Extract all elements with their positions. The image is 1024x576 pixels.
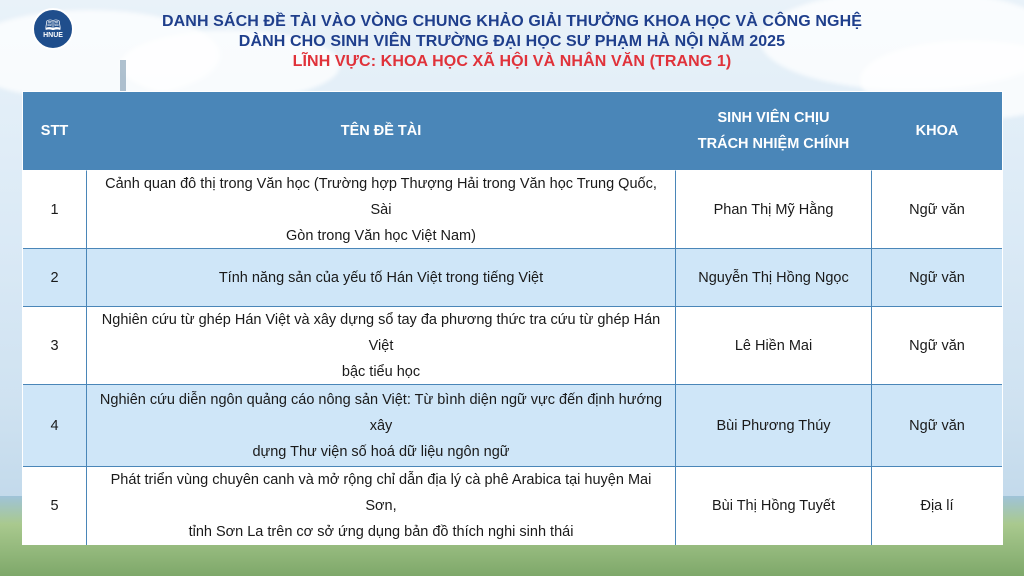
field-subtitle: LĨNH VỰC: KHOA HỌC XÃ HỘI VÀ NHÂN VĂN (TRANG 1) xyxy=(292,53,732,70)
open-book-icon: 🕮 xyxy=(44,17,62,33)
cell-title-line1: Nghiên cứu từ ghép Hán Việt và xây dựng sổ tay đa phương thức tra cứu từ ghép Hán Việt xyxy=(101,311,661,354)
cell-stt: 3 xyxy=(23,307,87,385)
header-faculty: KHOA xyxy=(872,92,1002,171)
cell-title-line1: Cảnh quan đô thị trong Văn học (Trường hợp Thượng Hải trong Văn học Trung Quốc, Sài xyxy=(105,175,657,218)
table-row xyxy=(23,467,1002,545)
cell-title xyxy=(87,467,676,545)
title-line-2: DÀNH CHO SINH VIÊN TRƯỜNG ĐẠI HỌC SƯ PHẠM HÀ NỘI NĂM 2025 xyxy=(238,33,786,50)
cell-stt: 5 xyxy=(23,467,87,545)
table-row xyxy=(23,385,1002,467)
cell-faculty: Địa lí xyxy=(872,467,1002,545)
cell-title-line2: Gòn trong Văn học Việt Nam) xyxy=(286,227,476,244)
header-student xyxy=(676,92,872,171)
cell-title-line2: dựng Thư viện số hoá dữ liệu ngôn ngữ xyxy=(252,443,510,460)
cell-faculty: Ngữ văn xyxy=(872,307,1002,385)
cell-title-line1: Phát triển vùng chuyên canh và mở rộng chỉ dẫn địa lý cà phê Arabica tại huyện Mai Sơn, xyxy=(110,472,652,514)
logo-text: HNUE xyxy=(43,32,63,39)
cell-title-line2: tỉnh Sơn La trên cơ sở ứng dụng bản đồ thích nghi sinh thái xyxy=(188,524,574,540)
table-row xyxy=(23,249,1002,307)
topics-table xyxy=(22,91,1003,545)
cell-student: Nguyễn Thị Hồng Ngọc xyxy=(676,249,872,307)
cell-title xyxy=(87,307,676,385)
cell-faculty: Ngữ văn xyxy=(872,385,1002,467)
table-row xyxy=(23,307,1002,385)
header-student-line2: TRÁCH NHIỆM CHÍNH xyxy=(697,136,850,152)
cell-student: Bùi Phương Thúy xyxy=(676,385,872,467)
cell-stt: 4 xyxy=(23,385,87,467)
cell-stt: 1 xyxy=(23,171,87,249)
cell-student: Phan Thị Mỹ Hằng xyxy=(676,171,872,249)
header-stt: STT xyxy=(23,92,87,171)
cell-title xyxy=(87,249,676,307)
cell-student: Bùi Thị Hồng Tuyết xyxy=(676,467,872,545)
table-header-row xyxy=(23,92,1002,171)
title-line-1: DANH SÁCH ĐỀ TÀI VÀO VÒNG CHUNG KHẢO GIẢI THƯỞNG KHOA HỌC VÀ CÔNG NGHỆ xyxy=(161,13,862,30)
cell-title-line1: Nghiên cứu diễn ngôn quảng cáo nông sản Việt: Từ bình diện ngữ vực đến định hướng xây xyxy=(99,391,663,434)
header-student-line1: SINH VIÊN CHỊU xyxy=(717,110,830,126)
cell-title-line1: Tính năng sản của yếu tố Hán Việt trong tiếng Việt xyxy=(218,269,544,286)
cell-title xyxy=(87,171,676,249)
page-header xyxy=(0,12,1024,72)
header-title: TÊN ĐỀ TÀI xyxy=(87,92,676,171)
cell-faculty: Ngữ văn xyxy=(872,171,1002,249)
cell-stt: 2 xyxy=(23,249,87,307)
table-row xyxy=(23,171,1002,249)
cell-title xyxy=(87,385,676,467)
cell-faculty: Ngữ văn xyxy=(872,249,1002,307)
cell-title-line2: bậc tiểu học xyxy=(341,363,421,380)
cell-student: Lê Hiền Mai xyxy=(676,307,872,385)
